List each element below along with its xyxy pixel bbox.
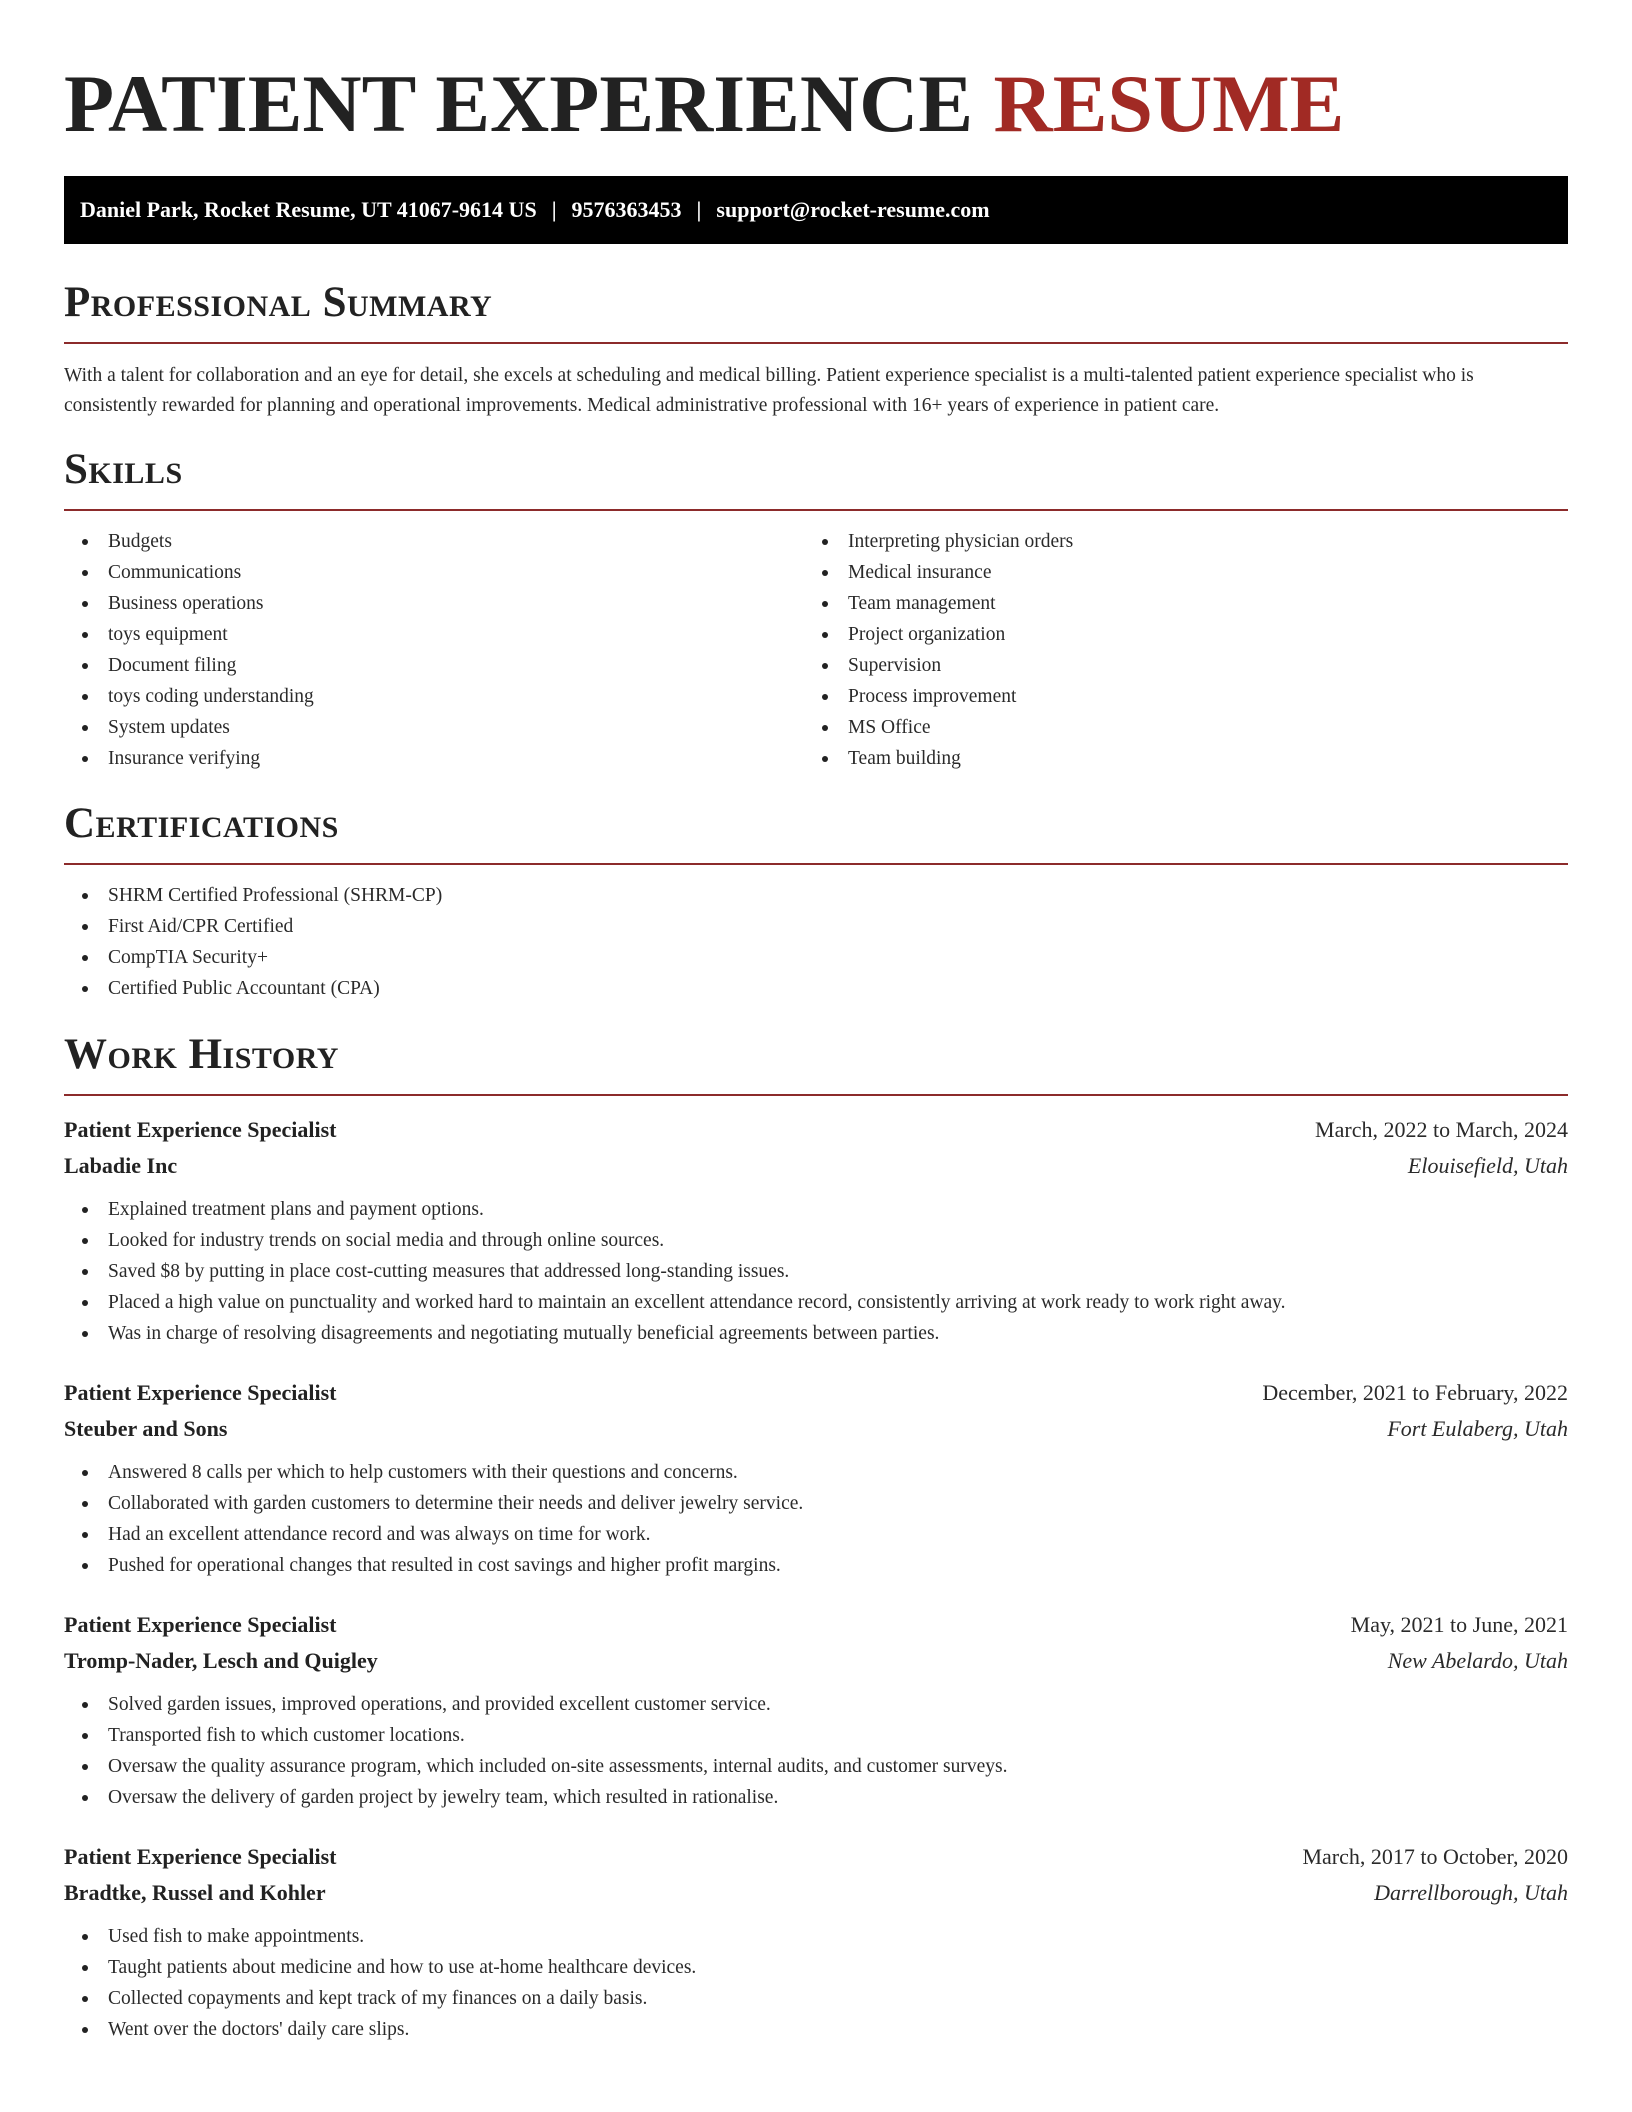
job-duties-list [64, 1689, 1568, 1813]
job-header-row [64, 1607, 1568, 1643]
certification-item: First Aid/CPR Certified [64, 911, 1568, 942]
section-heading: Work History [64, 1031, 339, 1078]
job-entry [64, 1112, 1568, 1349]
job-title: Patient Experience Specialist [64, 1844, 337, 1869]
summary-section [64, 278, 1568, 421]
contact-separator: | [551, 197, 557, 222]
skill-item: MS Office [804, 712, 1544, 743]
certifications-list [64, 880, 1568, 1004]
job-duty: Oversaw the delivery of garden project by jewelry team, which resulted in rationalise. [64, 1782, 1568, 1813]
job-duties-list [64, 1921, 1568, 2045]
summary-text: With a talent for collaboration and an eye for detail, she excels at scheduling and medical billing. Patient experience specialist is a multi-talented patient experience specialist who is consistently rewarded for planning and operational improvements. Medical administrative professional with 16+ years of experience in patient care. [64, 365, 1474, 416]
skill-item: Business operations [64, 588, 804, 619]
job-title: Patient Experience Specialist [64, 1117, 337, 1142]
resume-title [64, 52, 1568, 156]
job-entry [64, 1375, 1568, 1581]
skills-right-list [804, 526, 1544, 774]
job-duties-list [64, 1194, 1568, 1349]
job-header-row [64, 1112, 1568, 1148]
job-duty: Used fish to make appointments. [64, 1921, 1568, 1952]
skill-item: Document filing [64, 650, 804, 681]
job-duty: Looked for industry trends on social media and through online sources. [64, 1225, 1568, 1256]
title-accent: RESUME [993, 58, 1345, 149]
contact-email[interactable]: support@rocket-resume.com [716, 197, 990, 222]
job-dates: December, 2021 to February, 2022 [1262, 1380, 1568, 1405]
skill-item: Budgets [64, 526, 804, 557]
section-heading: Certifications [64, 800, 339, 847]
job-duty: Transported fish to which customer locations. [64, 1720, 1568, 1751]
certification-item: SHRM Certified Professional (SHRM-CP) [64, 880, 1568, 911]
job-duties-list [64, 1457, 1568, 1581]
work-history-section [64, 1030, 1568, 2045]
contact-bar [64, 176, 1568, 244]
section-heading: Professional Summary [64, 279, 493, 326]
contact-address: Daniel Park, Rocket Resume, UT 41067-9614 US [80, 197, 537, 222]
job-duty: Pushed for operational changes that resulted in cost savings and higher profit margins. [64, 1550, 1568, 1581]
skill-item: toys equipment [64, 619, 804, 650]
job-subheader-row [64, 1875, 1568, 1911]
skills-section [64, 445, 1568, 774]
job-location: Darrellborough, Utah [1374, 1880, 1568, 1905]
job-title: Patient Experience Specialist [64, 1380, 337, 1405]
skill-item: toys coding understanding [64, 681, 804, 712]
skill-item: Supervision [804, 650, 1544, 681]
skill-item: Communications [64, 557, 804, 588]
job-dates: May, 2021 to June, 2021 [1350, 1612, 1568, 1637]
job-entry [64, 1839, 1568, 2045]
section-divider [64, 863, 1568, 865]
job-duty: Answered 8 calls per which to help customers with their questions and concerns. [64, 1457, 1568, 1488]
section-divider [64, 1094, 1568, 1096]
job-location: New Abelardo, Utah [1387, 1648, 1568, 1673]
job-company: Tromp-Nader, Lesch and Quigley [64, 1648, 378, 1673]
skill-item: Interpreting physician orders [804, 526, 1544, 557]
section-divider [64, 342, 1568, 344]
certification-item: Certified Public Accountant (CPA) [64, 973, 1568, 1004]
section-heading: Skills [64, 446, 183, 493]
job-subheader-row [64, 1148, 1568, 1184]
job-subheader-row [64, 1643, 1568, 1679]
skill-item: Insurance verifying [64, 743, 804, 774]
skills-left-list [64, 526, 804, 774]
job-subheader-row [64, 1411, 1568, 1447]
contact-phone: 9576363453 [571, 197, 682, 222]
contact-separator: | [696, 197, 702, 222]
job-header-row [64, 1375, 1568, 1411]
skill-item: Process improvement [804, 681, 1544, 712]
skill-item: Team building [804, 743, 1544, 774]
job-duty: Placed a high value on punctuality and worked hard to maintain an excellent attendance record, consistently arriving at work ready to work right away. [64, 1287, 1568, 1318]
job-duty: Oversaw the quality assurance program, which included on-site assessments, internal audits, and customer surveys. [64, 1751, 1568, 1782]
job-company: Steuber and Sons [64, 1416, 228, 1441]
job-entry [64, 1607, 1568, 1813]
skill-item: Project organization [804, 619, 1544, 650]
job-dates: March, 2022 to March, 2024 [1315, 1117, 1568, 1142]
job-location: Elouisefield, Utah [1407, 1153, 1568, 1178]
job-dates: March, 2017 to October, 2020 [1302, 1844, 1568, 1869]
job-duty: Collaborated with garden customers to determine their needs and deliver jewelry service. [64, 1488, 1568, 1519]
job-duty: Taught patients about medicine and how to use at-home healthcare devices. [64, 1952, 1568, 1983]
skills-grid [64, 526, 1568, 774]
job-company: Bradtke, Russel and Kohler [64, 1880, 326, 1905]
job-location: Fort Eulaberg, Utah [1387, 1416, 1568, 1441]
job-duty: Solved garden issues, improved operations, and provided excellent customer service. [64, 1689, 1568, 1720]
certification-item: CompTIA Security+ [64, 942, 1568, 973]
job-duty: Had an excellent attendance record and was always on time for work. [64, 1519, 1568, 1550]
job-duty: Saved $8 by putting in place cost-cutting measures that addressed long-standing issues. [64, 1256, 1568, 1287]
title-main: PATIENT EXPERIENCE [64, 58, 974, 149]
skill-item: Team management [804, 588, 1544, 619]
job-duty: Explained treatment plans and payment options. [64, 1194, 1568, 1225]
job-duty: Went over the doctors' daily care slips. [64, 2014, 1568, 2045]
job-company: Labadie Inc [64, 1153, 178, 1178]
job-header-row [64, 1839, 1568, 1875]
job-title: Patient Experience Specialist [64, 1612, 337, 1637]
certifications-section [64, 799, 1568, 1004]
job-duty: Collected copayments and kept track of my finances on a daily basis. [64, 1983, 1568, 2014]
job-duty: Was in charge of resolving disagreements and negotiating mutually beneficial agreements between parties. [64, 1318, 1568, 1349]
skill-item: Medical insurance [804, 557, 1544, 588]
skill-item: System updates [64, 712, 804, 743]
section-divider [64, 509, 1568, 511]
